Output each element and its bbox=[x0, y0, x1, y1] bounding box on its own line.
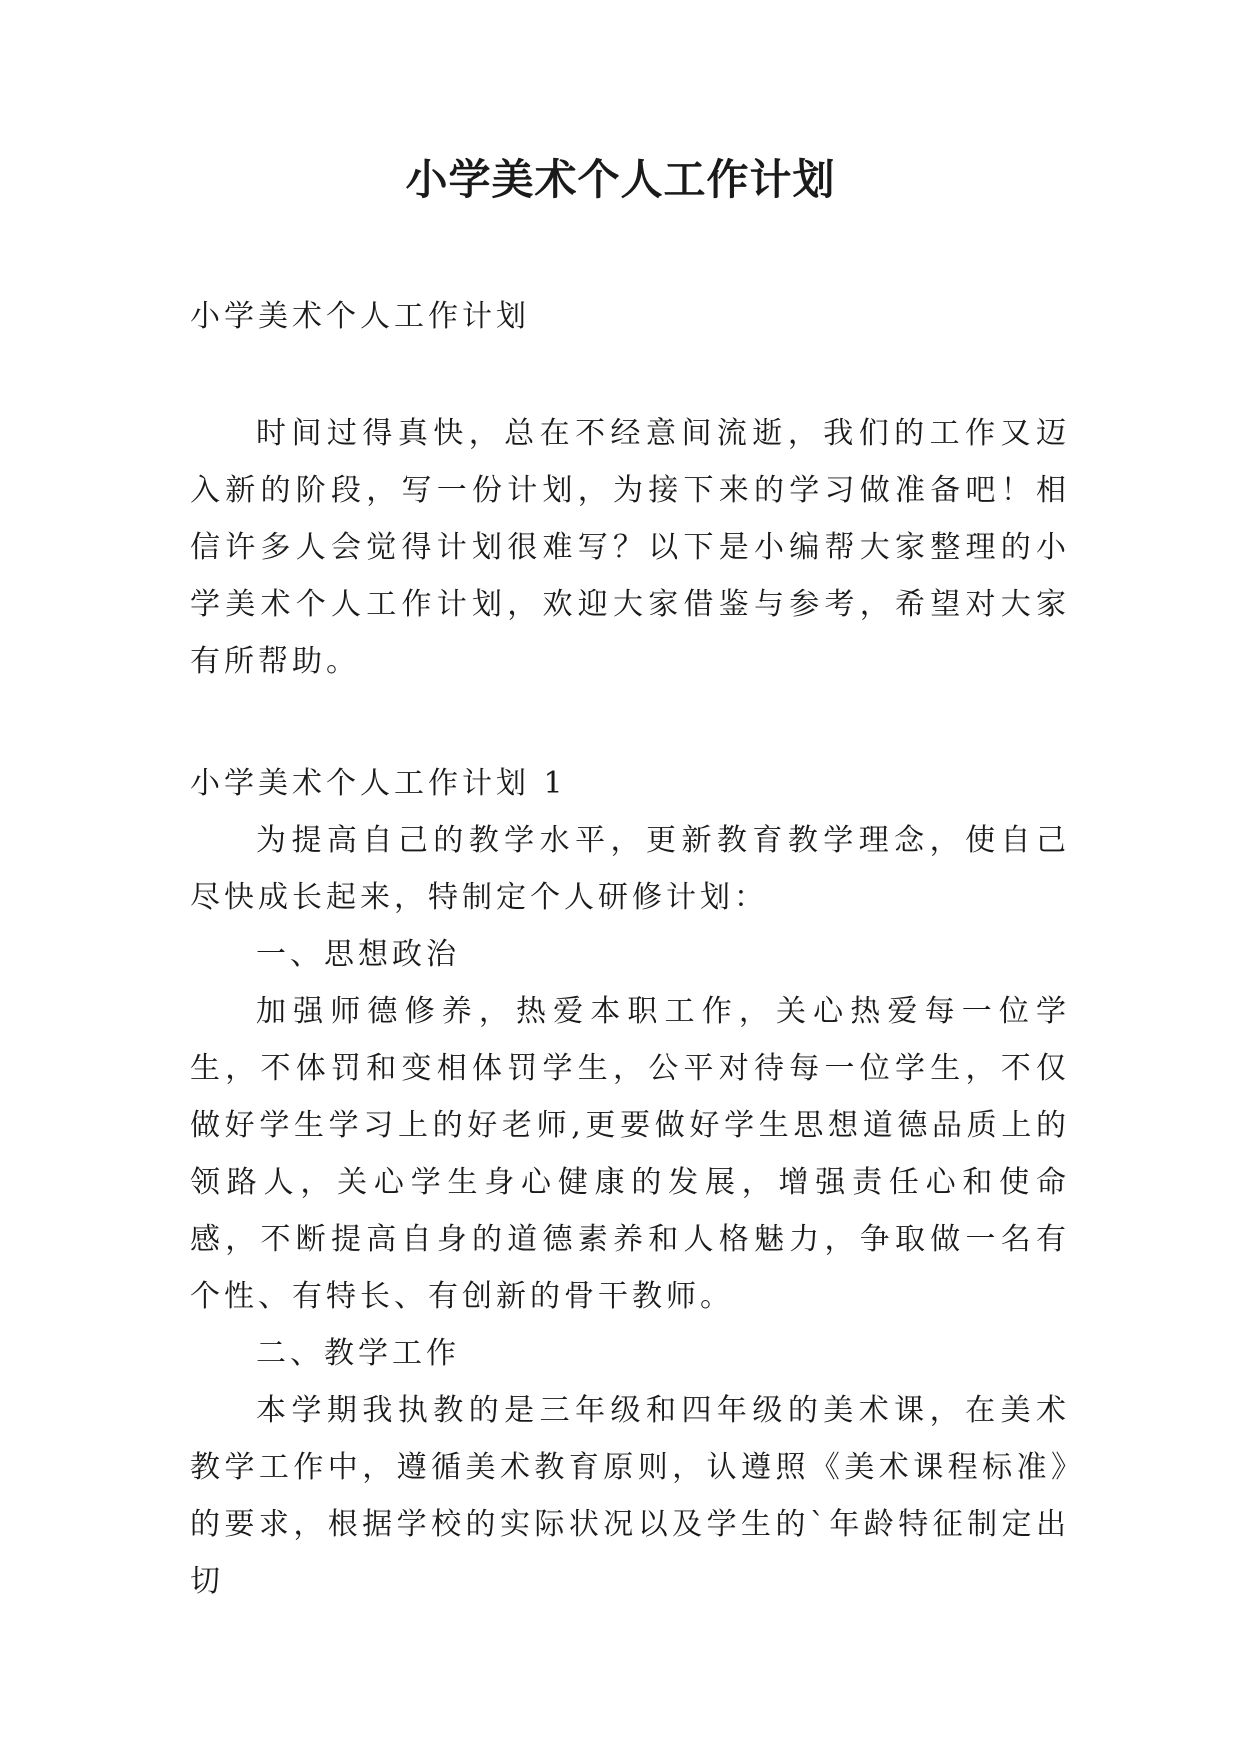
part-paragraph-politics: 加强师德修养，热爱本职工作，关心热爱每一位学生，不体罚和变相体罚学生，公平对待每一位学生，不仅做好学生学习上的好老师,更要做好学生思想道德品质上的领路人，关心学生身心健康的发展，增强责任心和使命感，不断提高自身的道德素养和人格魅力，争取做一名有个性、有特长、有创新的骨干教师。 bbox=[190, 994, 1070, 1314]
document-title: 小学美术个人工作计划 bbox=[405, 155, 836, 204]
document-subtitle: 小学美术个人工作计划 bbox=[190, 299, 530, 334]
part-heading-politics: 一、思想政治 bbox=[256, 937, 460, 972]
part-paragraph-teaching: 本学期我执教的是三年级和四年级的美术课，在美术教学工作中，遵循美术教育原则，认遵照《美术课程标准》的要求，根据学校的实际状况以及学生的`年龄特征制定出切 bbox=[190, 1393, 1070, 1599]
intro-paragraph: 时间过得真快，总在不经意间流逝，我们的工作又迈入新的阶段，写一份计划，为接下来的学习做准备吧！相信许多人会觉得计划很难写？以下是小编帮大家整理的小学美术个人工作计划，欢迎大家借鉴与参考，希望对大家有所帮助。 bbox=[190, 416, 1070, 679]
section-heading: 小学美术个人工作计划 1 bbox=[190, 766, 567, 801]
document-body bbox=[190, 288, 1070, 1610]
part-heading-teaching: 二、教学工作 bbox=[256, 1336, 460, 1371]
section-intro-paragraph: 为提高自己的教学水平，更新教育教学理念，使自己尽快成长起来，特制定个人研修计划： bbox=[190, 823, 1070, 915]
